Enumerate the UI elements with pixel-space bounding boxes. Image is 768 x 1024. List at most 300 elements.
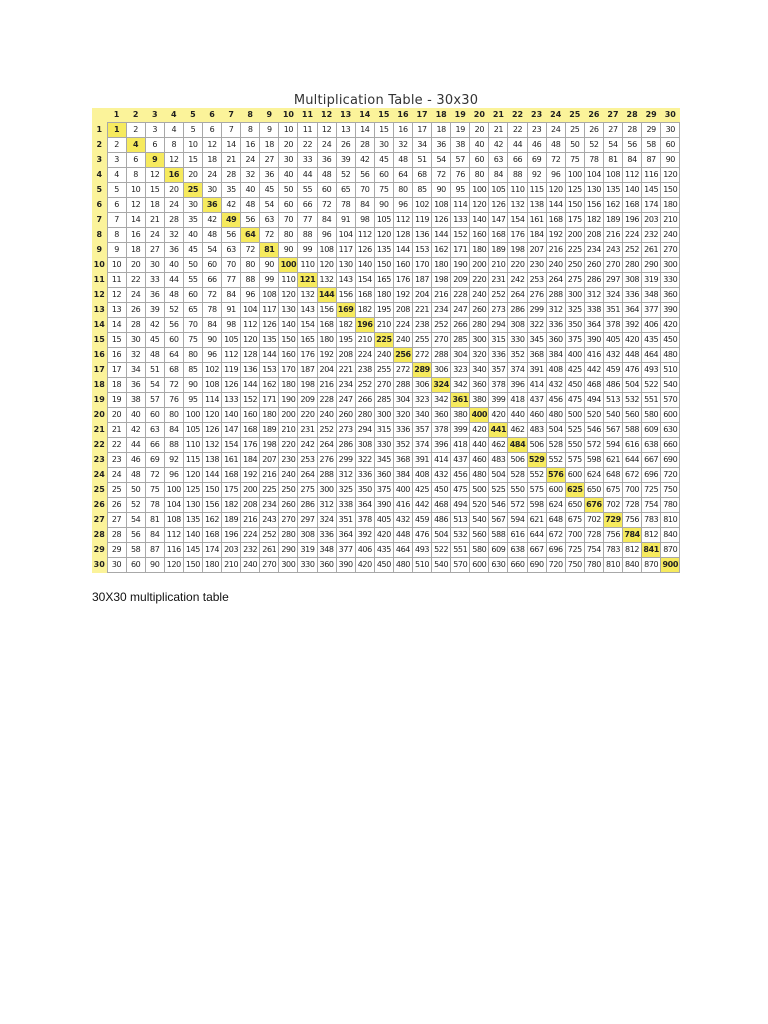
product-cell: 384: [546, 348, 565, 363]
product-cell: 702: [603, 498, 622, 513]
product-cell: 126: [222, 378, 241, 393]
product-cell: 504: [623, 378, 642, 393]
product-cell: 224: [393, 318, 412, 333]
product-cell: 80: [241, 258, 260, 273]
product-cell: 26: [126, 303, 145, 318]
product-cell: 144: [202, 468, 221, 483]
product-cell: 437: [527, 393, 546, 408]
product-cell: 30: [374, 138, 393, 153]
product-cell: 270: [603, 258, 622, 273]
product-cell: 342: [451, 378, 470, 393]
product-cell: 570: [451, 558, 470, 573]
product-cell: 425: [565, 363, 584, 378]
product-cell: 377: [642, 303, 661, 318]
product-cell: 108: [603, 168, 622, 183]
column-header-27: 27: [603, 108, 622, 123]
product-cell: 144: [546, 198, 565, 213]
product-cell: 20: [107, 408, 126, 423]
product-cell: 288: [432, 348, 451, 363]
product-cell: 120: [317, 258, 336, 273]
product-cell: 39: [336, 153, 355, 168]
column-header-11: 11: [298, 108, 317, 123]
product-cell: 525: [565, 423, 584, 438]
product-cell: 406: [642, 318, 661, 333]
row-header-5: 5: [92, 183, 107, 198]
product-cell: 168: [241, 423, 260, 438]
product-cell: 648: [546, 513, 565, 528]
product-cell: 26: [584, 123, 603, 138]
product-cell: 32: [164, 228, 183, 243]
product-cell: 522: [432, 543, 451, 558]
product-cell: 70: [279, 213, 298, 228]
product-cell: 483: [489, 453, 508, 468]
product-cell: 112: [355, 228, 374, 243]
row-header-24: 24: [92, 468, 107, 483]
square-cell: 9: [145, 153, 164, 168]
product-cell: 154: [508, 213, 527, 228]
product-cell: 144: [241, 378, 260, 393]
product-cell: 51: [413, 153, 432, 168]
product-cell: 700: [565, 528, 584, 543]
square-cell: 64: [241, 228, 260, 243]
product-cell: 60: [164, 333, 183, 348]
product-cell: 504: [546, 423, 565, 438]
row-header-6: 6: [92, 198, 107, 213]
product-cell: 494: [584, 393, 603, 408]
product-cell: 336: [393, 423, 412, 438]
product-cell: 26: [336, 138, 355, 153]
product-cell: 145: [642, 183, 661, 198]
product-cell: 308: [623, 273, 642, 288]
product-cell: 50: [279, 183, 298, 198]
product-cell: 266: [355, 393, 374, 408]
product-cell: 77: [222, 273, 241, 288]
product-cell: 306: [413, 378, 432, 393]
product-cell: 380: [451, 408, 470, 423]
column-header-2: 2: [126, 108, 145, 123]
product-cell: 104: [241, 303, 260, 318]
product-cell: 560: [623, 408, 642, 423]
product-cell: 81: [603, 153, 622, 168]
product-cell: 98: [355, 213, 374, 228]
product-cell: 720: [661, 468, 680, 483]
product-cell: 510: [661, 363, 680, 378]
product-cell: 15: [183, 153, 202, 168]
product-cell: 414: [432, 453, 451, 468]
product-cell: 66: [298, 198, 317, 213]
product-cell: 80: [183, 348, 202, 363]
product-cell: 525: [489, 483, 508, 498]
product-cell: 11: [298, 123, 317, 138]
square-cell: 784: [623, 528, 642, 543]
product-cell: 24: [164, 198, 183, 213]
table-row: [92, 213, 680, 228]
product-cell: 63: [222, 243, 241, 258]
product-cell: 38: [126, 393, 145, 408]
product-cell: 220: [470, 273, 489, 288]
product-cell: 57: [145, 393, 164, 408]
product-cell: 480: [661, 348, 680, 363]
product-cell: 550: [508, 483, 527, 498]
row-header-15: 15: [92, 333, 107, 348]
product-cell: 364: [623, 303, 642, 318]
product-cell: 416: [393, 498, 412, 513]
product-cell: 150: [374, 258, 393, 273]
product-cell: 8: [107, 228, 126, 243]
product-cell: 56: [355, 168, 374, 183]
product-cell: 51: [145, 363, 164, 378]
product-cell: 50: [126, 483, 145, 498]
product-cell: 360: [470, 378, 489, 393]
square-cell: 324: [432, 378, 451, 393]
product-cell: 153: [260, 363, 279, 378]
product-cell: 368: [393, 453, 412, 468]
product-cell: 190: [451, 258, 470, 273]
product-cell: 20: [126, 258, 145, 273]
product-cell: 156: [317, 303, 336, 318]
product-cell: 195: [374, 303, 393, 318]
product-cell: 448: [623, 348, 642, 363]
product-cell: 420: [661, 318, 680, 333]
product-cell: 340: [413, 408, 432, 423]
product-cell: 120: [470, 198, 489, 213]
product-cell: 234: [336, 378, 355, 393]
product-cell: 75: [374, 183, 393, 198]
product-cell: 238: [355, 363, 374, 378]
product-cell: 348: [642, 288, 661, 303]
product-cell: 234: [584, 243, 603, 258]
product-cell: 418: [508, 393, 527, 408]
product-cell: 266: [451, 318, 470, 333]
product-cell: 288: [317, 468, 336, 483]
product-cell: 40: [279, 168, 298, 183]
product-cell: 7: [222, 123, 241, 138]
product-cell: 18: [260, 138, 279, 153]
product-cell: 330: [508, 333, 527, 348]
product-cell: 754: [584, 543, 603, 558]
product-cell: 30: [202, 183, 221, 198]
product-cell: 300: [279, 558, 298, 573]
product-cell: 240: [661, 228, 680, 243]
square-cell: 841: [642, 543, 661, 558]
product-cell: 24: [107, 468, 126, 483]
product-cell: 621: [603, 453, 622, 468]
product-cell: 135: [603, 183, 622, 198]
product-cell: 609: [489, 543, 508, 558]
product-cell: 598: [584, 453, 603, 468]
product-cell: 187: [298, 363, 317, 378]
product-cell: 168: [222, 468, 241, 483]
product-cell: 207: [527, 243, 546, 258]
product-cell: 10: [126, 183, 145, 198]
product-cell: 68: [164, 363, 183, 378]
table-row: [92, 243, 680, 258]
product-cell: 117: [336, 243, 355, 258]
product-cell: 575: [527, 483, 546, 498]
product-cell: 276: [317, 453, 336, 468]
product-cell: 200: [279, 408, 298, 423]
product-cell: 78: [336, 198, 355, 213]
product-cell: 10: [279, 123, 298, 138]
product-cell: 48: [546, 138, 565, 153]
product-cell: 405: [374, 513, 393, 528]
product-cell: 27: [107, 513, 126, 528]
product-cell: 50: [565, 138, 584, 153]
product-cell: 22: [298, 138, 317, 153]
product-cell: 504: [432, 528, 451, 543]
product-cell: 88: [241, 273, 260, 288]
column-header-20: 20: [470, 108, 489, 123]
product-cell: 42: [489, 138, 508, 153]
product-cell: 64: [393, 168, 412, 183]
product-cell: 171: [451, 243, 470, 258]
product-cell: 91: [222, 303, 241, 318]
product-cell: 147: [222, 423, 241, 438]
product-cell: 480: [546, 408, 565, 423]
product-cell: 840: [623, 558, 642, 573]
product-cell: 48: [164, 288, 183, 303]
product-cell: 396: [508, 378, 527, 393]
product-cell: 399: [451, 423, 470, 438]
product-cell: 420: [470, 423, 489, 438]
product-cell: 77: [298, 213, 317, 228]
table-row: [92, 393, 680, 408]
product-cell: 210: [661, 213, 680, 228]
table-row: [92, 273, 680, 288]
document-caption: 30X30 multiplication table: [92, 590, 229, 604]
product-cell: 672: [623, 468, 642, 483]
product-cell: 78: [202, 303, 221, 318]
product-cell: 700: [623, 483, 642, 498]
product-cell: 152: [451, 228, 470, 243]
product-cell: 396: [432, 438, 451, 453]
product-cell: 486: [603, 378, 622, 393]
product-cell: 783: [642, 513, 661, 528]
product-cell: 644: [623, 453, 642, 468]
product-cell: 92: [164, 453, 183, 468]
product-cell: 90: [202, 333, 221, 348]
product-cell: 84: [202, 318, 221, 333]
product-cell: 90: [374, 198, 393, 213]
product-cell: 300: [661, 258, 680, 273]
product-cell: 408: [413, 468, 432, 483]
product-cell: 96: [241, 288, 260, 303]
product-cell: 600: [470, 558, 489, 573]
product-cell: 224: [241, 528, 260, 543]
product-cell: 351: [603, 303, 622, 318]
product-cell: 3: [145, 123, 164, 138]
product-cell: 12: [107, 288, 126, 303]
product-cell: 102: [413, 198, 432, 213]
product-cell: 60: [317, 183, 336, 198]
product-cell: 26: [107, 498, 126, 513]
square-cell: 36: [202, 198, 221, 213]
product-cell: 198: [432, 273, 451, 288]
square-cell: 400: [470, 408, 489, 423]
product-cell: 252: [432, 318, 451, 333]
product-cell: 720: [546, 558, 565, 573]
product-cell: 80: [164, 408, 183, 423]
product-cell: 350: [355, 483, 374, 498]
product-cell: 182: [355, 303, 374, 318]
product-cell: 435: [374, 543, 393, 558]
product-cell: 168: [317, 318, 336, 333]
product-cell: 132: [298, 288, 317, 303]
table-row: [92, 483, 680, 498]
product-cell: 5: [183, 123, 202, 138]
product-cell: 84: [222, 288, 241, 303]
square-cell: 169: [336, 303, 355, 318]
product-cell: 20: [183, 168, 202, 183]
product-cell: 242: [298, 438, 317, 453]
product-cell: 156: [202, 498, 221, 513]
product-cell: 493: [642, 363, 661, 378]
product-cell: 52: [164, 303, 183, 318]
product-cell: 25: [565, 123, 584, 138]
product-cell: 60: [279, 198, 298, 213]
product-cell: 189: [222, 513, 241, 528]
product-cell: 48: [126, 468, 145, 483]
product-cell: 108: [202, 378, 221, 393]
product-cell: 150: [183, 558, 202, 573]
product-cell: 475: [451, 483, 470, 498]
product-cell: 171: [260, 393, 279, 408]
product-cell: 580: [642, 408, 661, 423]
square-cell: 289: [413, 363, 432, 378]
product-cell: 162: [260, 378, 279, 393]
product-cell: 33: [145, 273, 164, 288]
product-cell: 16: [107, 348, 126, 363]
product-cell: 253: [527, 273, 546, 288]
product-cell: 45: [260, 183, 279, 198]
column-header-30: 30: [661, 108, 680, 123]
product-cell: 690: [527, 558, 546, 573]
product-cell: 40: [470, 138, 489, 153]
square-cell: 81: [260, 243, 279, 258]
product-cell: 552: [527, 468, 546, 483]
product-cell: 812: [623, 543, 642, 558]
product-cell: 312: [336, 468, 355, 483]
column-header-5: 5: [183, 108, 202, 123]
product-cell: 320: [470, 348, 489, 363]
product-cell: 220: [298, 408, 317, 423]
product-cell: 375: [565, 333, 584, 348]
product-cell: 13: [336, 123, 355, 138]
product-cell: 108: [432, 198, 451, 213]
product-cell: 130: [183, 498, 202, 513]
product-cell: 390: [336, 558, 355, 573]
product-cell: 378: [603, 318, 622, 333]
product-cell: 322: [355, 453, 374, 468]
product-cell: 44: [164, 273, 183, 288]
product-cell: 48: [317, 168, 336, 183]
product-cell: 69: [145, 453, 164, 468]
product-cell: 168: [623, 198, 642, 213]
product-cell: 308: [355, 438, 374, 453]
product-cell: 160: [279, 348, 298, 363]
product-cell: 18: [107, 378, 126, 393]
product-cell: 42: [222, 198, 241, 213]
product-cell: 57: [451, 153, 470, 168]
product-cell: 143: [336, 273, 355, 288]
product-cell: 165: [374, 273, 393, 288]
product-cell: 125: [183, 483, 202, 498]
product-cell: 105: [183, 423, 202, 438]
product-cell: 234: [260, 498, 279, 513]
product-cell: 195: [336, 333, 355, 348]
product-cell: 56: [623, 138, 642, 153]
product-cell: 88: [508, 168, 527, 183]
product-cell: 264: [317, 438, 336, 453]
product-cell: 18: [432, 123, 451, 138]
row-header-23: 23: [92, 453, 107, 468]
figure-title: Multiplication Table - 30x30: [293, 93, 479, 108]
product-cell: 208: [336, 348, 355, 363]
product-cell: 500: [470, 483, 489, 498]
product-cell: 675: [603, 483, 622, 498]
product-cell: 140: [623, 183, 642, 198]
table-row: [92, 153, 680, 168]
product-cell: 660: [661, 438, 680, 453]
product-cell: 29: [642, 123, 661, 138]
product-cell: 456: [546, 393, 565, 408]
product-cell: 272: [413, 348, 432, 363]
product-cell: 95: [451, 183, 470, 198]
product-cell: 297: [603, 273, 622, 288]
row-header-28: 28: [92, 528, 107, 543]
multiplication-table: [92, 108, 680, 573]
product-cell: 200: [470, 258, 489, 273]
product-cell: 175: [565, 213, 584, 228]
product-cell: 390: [374, 498, 393, 513]
product-cell: 325: [565, 303, 584, 318]
product-cell: 483: [527, 423, 546, 438]
column-header-17: 17: [413, 108, 432, 123]
product-cell: 18: [202, 153, 221, 168]
table-row: [92, 183, 680, 198]
product-cell: 351: [336, 513, 355, 528]
product-cell: 600: [546, 483, 565, 498]
product-cell: 551: [451, 543, 470, 558]
product-cell: 304: [451, 348, 470, 363]
product-cell: 70: [355, 183, 374, 198]
product-cell: 255: [374, 363, 393, 378]
product-cell: 475: [565, 393, 584, 408]
product-cell: 756: [623, 513, 642, 528]
product-cell: 456: [451, 468, 470, 483]
product-cell: 572: [584, 438, 603, 453]
product-cell: 270: [374, 378, 393, 393]
product-cell: 513: [451, 513, 470, 528]
product-cell: 812: [642, 528, 661, 543]
product-cell: 46: [126, 453, 145, 468]
product-cell: 280: [355, 408, 374, 423]
product-cell: 104: [164, 498, 183, 513]
table-row: [92, 438, 680, 453]
product-cell: 400: [393, 483, 412, 498]
product-cell: 324: [603, 288, 622, 303]
product-cell: 128: [393, 228, 412, 243]
product-cell: 540: [432, 558, 451, 573]
product-cell: 80: [393, 183, 412, 198]
product-cell: 368: [527, 348, 546, 363]
product-cell: 28: [164, 213, 183, 228]
product-cell: 182: [336, 318, 355, 333]
product-cell: 336: [317, 528, 336, 543]
product-cell: 120: [546, 183, 565, 198]
product-cell: 23: [527, 123, 546, 138]
table-row: [92, 333, 680, 348]
